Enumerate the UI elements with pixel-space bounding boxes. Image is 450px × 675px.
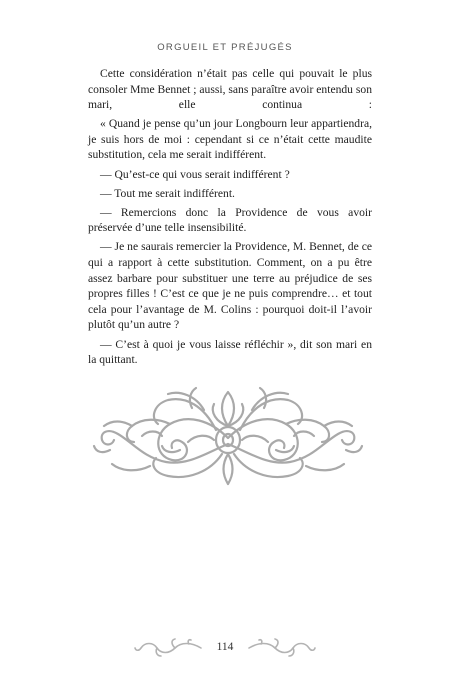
page-footer [0, 638, 450, 662]
body-text [88, 66, 372, 371]
paragraph-2: « Quand je pense qu’un jour Longbourn leur appartiendra, je suis hors de moi : cependant si ce n’était cette maudite substitution, cela me serait indifférent. [88, 117, 372, 162]
paragraph-3: — Qu’est-ce qui vous serait indifférent ? [100, 167, 290, 181]
paragraph-5: — Remercions donc la Providence de vous avoir préservée d’une telle insensibilité. [88, 205, 372, 235]
page-number: 114 [216, 641, 234, 653]
paragraph-6: — Je ne saurais remercier la Providence, M. Bennet, de ce qui a rapport à cette substitution. Comment, on a pu être assez barbare pour substituer une terre au préjudice de ses propres filles ! C’est ce que je ne puis comprendre… et tout cela pour l’avantage de M. Colins : pourquoi doit-il l’avoir plutôt qu’un autre ? [88, 240, 372, 332]
paragraph-1: Cette considération n’était pas celle qui pouvait le plus consoler Mme Bennet ; aussi, sans paraître avoir entendu son mari, elle continua : [88, 67, 372, 112]
paragraph-4: — Tout me serait indifférent. [100, 186, 235, 200]
ornament-right-half [228, 388, 362, 477]
flourish-right-icon [247, 638, 317, 658]
running-head: ORGUEIL ET PRÉJUGÉS [157, 42, 293, 53]
paragraph-7: — C’est à quoi je vous laisse réfléchir », dit son mari en la quittant. [88, 337, 372, 367]
acanthus-ornament-icon [92, 380, 364, 490]
ornament-left-half [94, 388, 228, 477]
